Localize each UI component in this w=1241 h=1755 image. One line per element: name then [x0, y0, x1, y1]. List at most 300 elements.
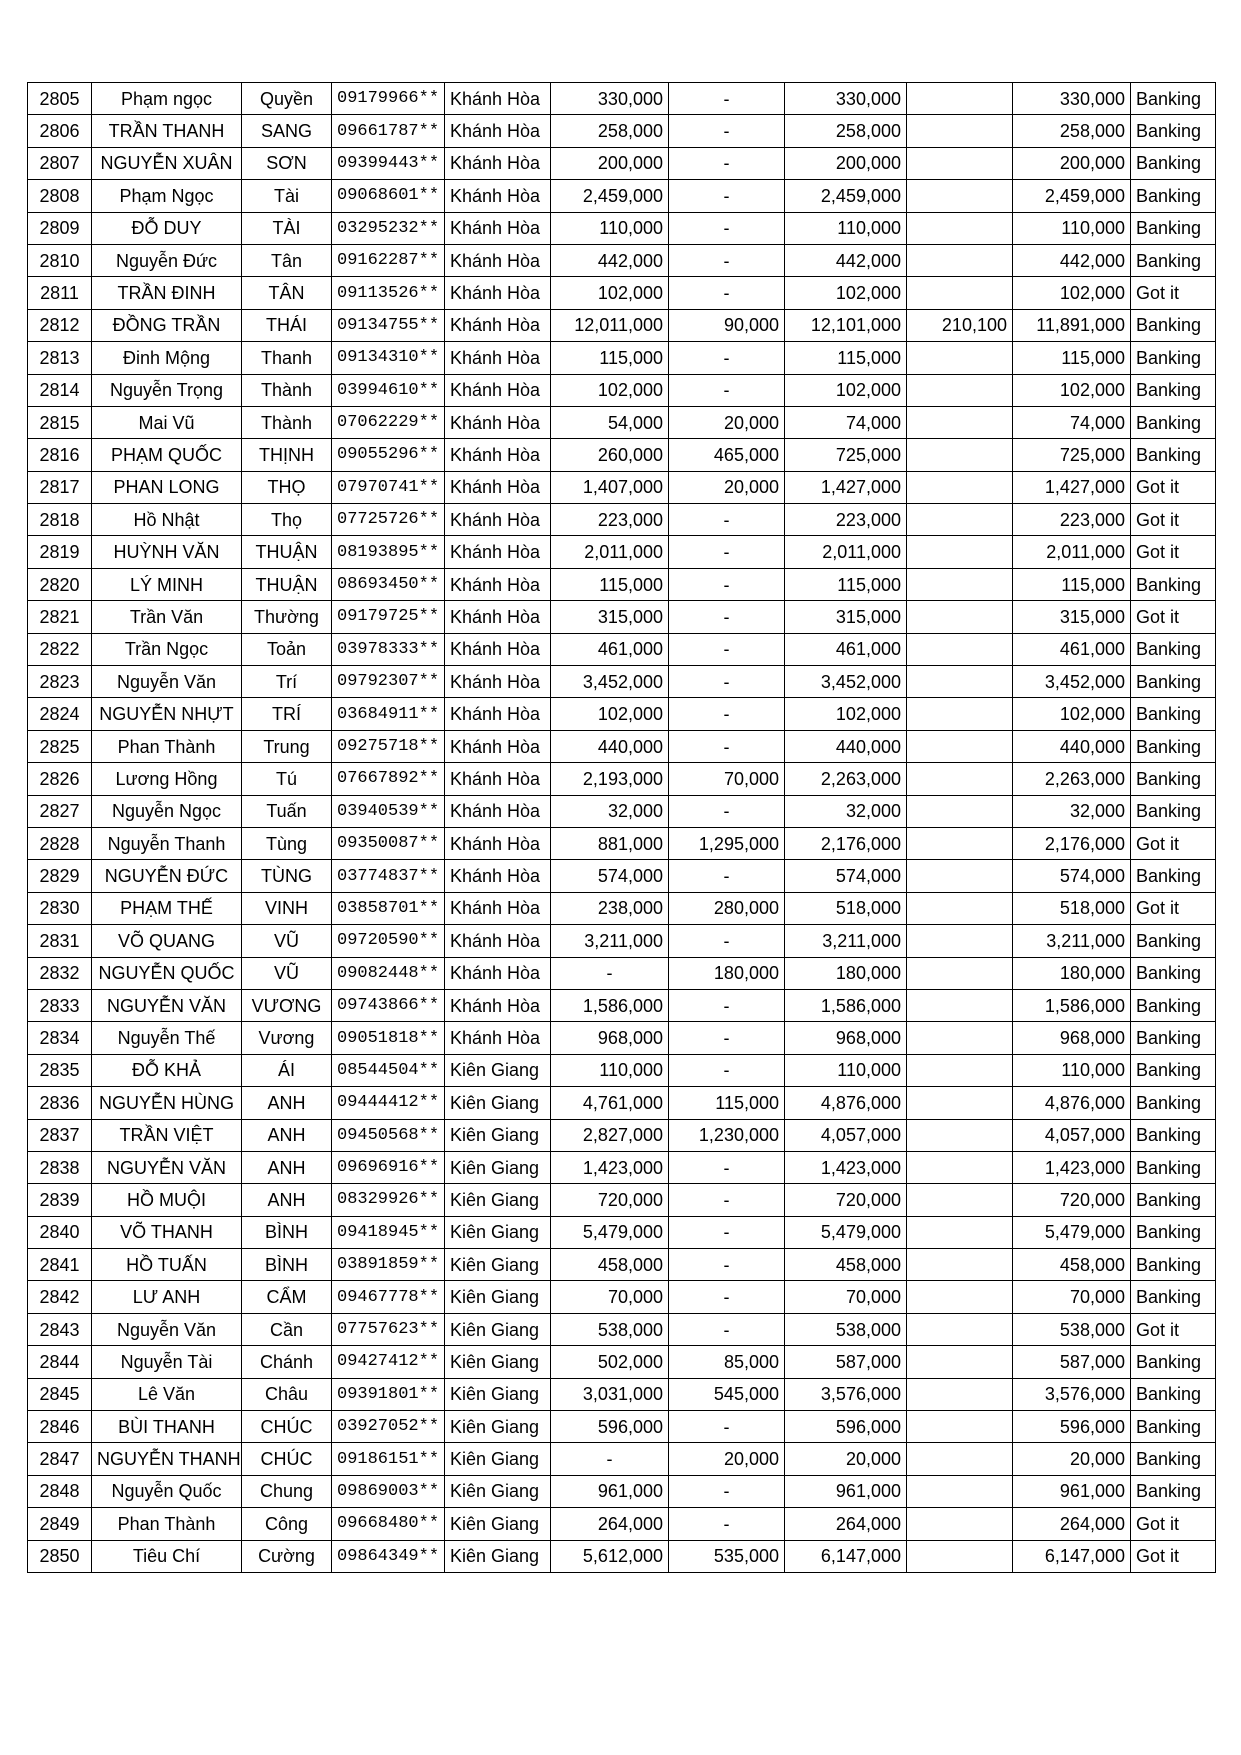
deduction-cell — [907, 374, 1013, 406]
total-cell: 720,000 — [785, 1184, 907, 1216]
table-row — [28, 374, 1216, 406]
deduction-cell — [907, 698, 1013, 730]
payment-method-cell: Banking — [1131, 1151, 1216, 1183]
phone-cell: 09179725** — [332, 601, 445, 633]
total-cell: 596,000 — [785, 1411, 907, 1443]
amount-a-cell: 538,000 — [551, 1313, 669, 1345]
ledger-table — [27, 82, 1216, 1573]
payment-method-cell: Banking — [1131, 1249, 1216, 1281]
table-row — [28, 1313, 1216, 1345]
net-amount-cell: 223,000 — [1013, 504, 1131, 536]
phone-cell: 03940539** — [332, 795, 445, 827]
payment-method-cell: Got it — [1131, 601, 1216, 633]
table-row — [28, 795, 1216, 827]
phone-cell: 03994610** — [332, 374, 445, 406]
surname-cell: TRẦN ĐINH — [92, 277, 242, 309]
surname-cell: VÕ QUANG — [92, 925, 242, 957]
phone-cell: 09055296** — [332, 439, 445, 471]
province-cell: Khánh Hòa — [445, 212, 551, 244]
amount-b-cell: - — [669, 795, 785, 827]
phone-cell: 07725726** — [332, 504, 445, 536]
row-number-cell: 2822 — [28, 633, 92, 665]
payment-method-cell: Got it — [1131, 1540, 1216, 1572]
amount-a-cell: 2,193,000 — [551, 763, 669, 795]
surname-cell: NGUYỄN NHỰT — [92, 698, 242, 730]
amount-a-cell: 458,000 — [551, 1249, 669, 1281]
table-row — [28, 633, 1216, 665]
total-cell: 1,586,000 — [785, 989, 907, 1021]
total-cell: 20,000 — [785, 1443, 907, 1475]
total-cell: 587,000 — [785, 1346, 907, 1378]
table-row — [28, 568, 1216, 600]
total-cell: 538,000 — [785, 1313, 907, 1345]
province-cell: Khánh Hòa — [445, 342, 551, 374]
table-row — [28, 1054, 1216, 1086]
net-amount-cell: 330,000 — [1013, 83, 1131, 115]
row-number-cell: 2825 — [28, 730, 92, 762]
payment-method-cell: Banking — [1131, 1216, 1216, 1248]
net-amount-cell: 6,147,000 — [1013, 1540, 1131, 1572]
amount-b-cell: - — [669, 1184, 785, 1216]
province-cell: Khánh Hòa — [445, 795, 551, 827]
net-amount-cell: 3,452,000 — [1013, 666, 1131, 698]
net-amount-cell: 961,000 — [1013, 1475, 1131, 1507]
total-cell: 264,000 — [785, 1508, 907, 1540]
amount-b-cell: - — [669, 342, 785, 374]
amount-a-cell: 881,000 — [551, 827, 669, 859]
amount-b-cell: - — [669, 212, 785, 244]
deduction-cell — [907, 1313, 1013, 1345]
net-amount-cell: 3,211,000 — [1013, 925, 1131, 957]
amount-a-cell: 102,000 — [551, 698, 669, 730]
phone-cell: 09661787** — [332, 115, 445, 147]
province-cell: Khánh Hòa — [445, 244, 551, 276]
given-name-cell: SANG — [242, 115, 332, 147]
province-cell: Khánh Hòa — [445, 698, 551, 730]
deduction-cell — [907, 1378, 1013, 1410]
total-cell: 3,211,000 — [785, 925, 907, 957]
net-amount-cell: 20,000 — [1013, 1443, 1131, 1475]
phone-cell: 09444412** — [332, 1087, 445, 1119]
total-cell: 102,000 — [785, 698, 907, 730]
amount-a-cell: 4,761,000 — [551, 1087, 669, 1119]
amount-b-cell: - — [669, 115, 785, 147]
payment-method-cell: Banking — [1131, 568, 1216, 600]
given-name-cell: Tú — [242, 763, 332, 795]
province-cell: Khánh Hòa — [445, 406, 551, 438]
table-row — [28, 1087, 1216, 1119]
surname-cell: Nguyễn Tài — [92, 1346, 242, 1378]
total-cell: 518,000 — [785, 892, 907, 924]
amount-b-cell: 180,000 — [669, 957, 785, 989]
deduction-cell — [907, 1540, 1013, 1572]
row-number-cell: 2838 — [28, 1151, 92, 1183]
total-cell: 115,000 — [785, 568, 907, 600]
phone-cell: 09113526** — [332, 277, 445, 309]
payment-method-cell: Banking — [1131, 1119, 1216, 1151]
total-cell: 968,000 — [785, 1022, 907, 1054]
table-row — [28, 1119, 1216, 1151]
table-row — [28, 1151, 1216, 1183]
province-cell: Khánh Hòa — [445, 83, 551, 115]
net-amount-cell: 440,000 — [1013, 730, 1131, 762]
row-number-cell: 2839 — [28, 1184, 92, 1216]
table-row — [28, 1443, 1216, 1475]
row-number-cell: 2829 — [28, 860, 92, 892]
payment-method-cell: Banking — [1131, 244, 1216, 276]
net-amount-cell: 3,576,000 — [1013, 1378, 1131, 1410]
amount-b-cell: - — [669, 666, 785, 698]
deduction-cell — [907, 1151, 1013, 1183]
province-cell: Kiên Giang — [445, 1540, 551, 1572]
net-amount-cell: 968,000 — [1013, 1022, 1131, 1054]
table-row — [28, 957, 1216, 989]
deduction-cell — [907, 1443, 1013, 1475]
total-cell: 102,000 — [785, 277, 907, 309]
amount-a-cell: 1,423,000 — [551, 1151, 669, 1183]
amount-b-cell: - — [669, 1054, 785, 1086]
row-number-cell: 2846 — [28, 1411, 92, 1443]
net-amount-cell: 264,000 — [1013, 1508, 1131, 1540]
given-name-cell: Thọ — [242, 504, 332, 536]
total-cell: 102,000 — [785, 374, 907, 406]
given-name-cell: SƠN — [242, 147, 332, 179]
payment-method-cell: Banking — [1131, 1475, 1216, 1507]
amount-a-cell: 5,479,000 — [551, 1216, 669, 1248]
amount-b-cell: - — [669, 633, 785, 665]
table-row — [28, 115, 1216, 147]
net-amount-cell: 180,000 — [1013, 957, 1131, 989]
payment-method-cell: Banking — [1131, 763, 1216, 795]
surname-cell: Đinh Mộng — [92, 342, 242, 374]
amount-b-cell: 20,000 — [669, 1443, 785, 1475]
given-name-cell: VŨ — [242, 957, 332, 989]
deduction-cell — [907, 471, 1013, 503]
total-cell: 725,000 — [785, 439, 907, 471]
phone-cell: 03891859** — [332, 1249, 445, 1281]
province-cell: Khánh Hòa — [445, 892, 551, 924]
payment-method-cell: Banking — [1131, 180, 1216, 212]
table-row — [28, 439, 1216, 471]
deduction-cell — [907, 1087, 1013, 1119]
row-number-cell: 2814 — [28, 374, 92, 406]
payment-method-cell: Got it — [1131, 536, 1216, 568]
phone-cell: 09051818** — [332, 1022, 445, 1054]
phone-cell: 09082448** — [332, 957, 445, 989]
payment-method-cell: Banking — [1131, 957, 1216, 989]
phone-cell: 09743866** — [332, 989, 445, 1021]
given-name-cell: Tân — [242, 244, 332, 276]
province-cell: Khánh Hòa — [445, 504, 551, 536]
table-row — [28, 1346, 1216, 1378]
total-cell: 110,000 — [785, 212, 907, 244]
deduction-cell — [907, 83, 1013, 115]
total-cell: 200,000 — [785, 147, 907, 179]
payment-method-cell: Got it — [1131, 827, 1216, 859]
amount-b-cell: 280,000 — [669, 892, 785, 924]
payment-method-cell: Banking — [1131, 795, 1216, 827]
phone-cell: 09467778** — [332, 1281, 445, 1313]
province-cell: Kiên Giang — [445, 1119, 551, 1151]
net-amount-cell: 461,000 — [1013, 633, 1131, 665]
phone-cell: 09275718** — [332, 730, 445, 762]
row-number-cell: 2809 — [28, 212, 92, 244]
amount-a-cell: 3,211,000 — [551, 925, 669, 957]
row-number-cell: 2848 — [28, 1475, 92, 1507]
net-amount-cell: 1,423,000 — [1013, 1151, 1131, 1183]
net-amount-cell: 315,000 — [1013, 601, 1131, 633]
amount-a-cell: 54,000 — [551, 406, 669, 438]
surname-cell: PHẠM THẾ — [92, 892, 242, 924]
amount-a-cell: 260,000 — [551, 439, 669, 471]
deduction-cell — [907, 439, 1013, 471]
row-number-cell: 2823 — [28, 666, 92, 698]
row-number-cell: 2844 — [28, 1346, 92, 1378]
province-cell: Khánh Hòa — [445, 957, 551, 989]
table-row — [28, 309, 1216, 341]
deduction-cell — [907, 633, 1013, 665]
amount-a-cell: 461,000 — [551, 633, 669, 665]
amount-b-cell: - — [669, 925, 785, 957]
surname-cell: NGUYỄN VĂN — [92, 1151, 242, 1183]
total-cell: 574,000 — [785, 860, 907, 892]
deduction-cell — [907, 925, 1013, 957]
row-number-cell: 2807 — [28, 147, 92, 179]
deduction-cell — [907, 1508, 1013, 1540]
row-number-cell: 2817 — [28, 471, 92, 503]
province-cell: Khánh Hòa — [445, 1022, 551, 1054]
amount-b-cell: - — [669, 180, 785, 212]
row-number-cell: 2835 — [28, 1054, 92, 1086]
deduction-cell — [907, 1475, 1013, 1507]
surname-cell: Mai Vũ — [92, 406, 242, 438]
amount-a-cell: 961,000 — [551, 1475, 669, 1507]
amount-a-cell: 2,827,000 — [551, 1119, 669, 1151]
province-cell: Khánh Hòa — [445, 860, 551, 892]
row-number-cell: 2847 — [28, 1443, 92, 1475]
payment-method-cell: Banking — [1131, 666, 1216, 698]
surname-cell: BÙI THANH — [92, 1411, 242, 1443]
deduction-cell — [907, 1346, 1013, 1378]
surname-cell: Lê Văn — [92, 1378, 242, 1410]
given-name-cell: THÁI — [242, 309, 332, 341]
row-number-cell: 2845 — [28, 1378, 92, 1410]
row-number-cell: 2808 — [28, 180, 92, 212]
province-cell: Khánh Hòa — [445, 180, 551, 212]
surname-cell: LƯ ANH — [92, 1281, 242, 1313]
phone-cell: 09450568** — [332, 1119, 445, 1151]
surname-cell: HỒ MUỘI — [92, 1184, 242, 1216]
surname-cell: Phan Thành — [92, 730, 242, 762]
surname-cell: PHAN LONG — [92, 471, 242, 503]
payment-method-cell: Banking — [1131, 698, 1216, 730]
row-number-cell: 2810 — [28, 244, 92, 276]
net-amount-cell: 11,891,000 — [1013, 309, 1131, 341]
row-number-cell: 2819 — [28, 536, 92, 568]
given-name-cell: THUẬN — [242, 536, 332, 568]
total-cell: 330,000 — [785, 83, 907, 115]
net-amount-cell: 587,000 — [1013, 1346, 1131, 1378]
phone-cell: 09418945** — [332, 1216, 445, 1248]
amount-a-cell: 720,000 — [551, 1184, 669, 1216]
province-cell: Khánh Hòa — [445, 471, 551, 503]
amount-b-cell: 85,000 — [669, 1346, 785, 1378]
net-amount-cell: 74,000 — [1013, 406, 1131, 438]
net-amount-cell: 596,000 — [1013, 1411, 1131, 1443]
given-name-cell: Vương — [242, 1022, 332, 1054]
amount-b-cell: - — [669, 601, 785, 633]
amount-a-cell: 574,000 — [551, 860, 669, 892]
total-cell: 6,147,000 — [785, 1540, 907, 1572]
amount-b-cell: - — [669, 374, 785, 406]
amount-a-cell: 502,000 — [551, 1346, 669, 1378]
net-amount-cell: 458,000 — [1013, 1249, 1131, 1281]
total-cell: 223,000 — [785, 504, 907, 536]
amount-b-cell: 465,000 — [669, 439, 785, 471]
amount-a-cell: 223,000 — [551, 504, 669, 536]
net-amount-cell: 200,000 — [1013, 147, 1131, 179]
surname-cell: Phan Thành — [92, 1508, 242, 1540]
total-cell: 180,000 — [785, 957, 907, 989]
table-row — [28, 763, 1216, 795]
province-cell: Kiên Giang — [445, 1443, 551, 1475]
deduction-cell — [907, 989, 1013, 1021]
row-number-cell: 2849 — [28, 1508, 92, 1540]
amount-a-cell: 596,000 — [551, 1411, 669, 1443]
province-cell: Kiên Giang — [445, 1508, 551, 1540]
surname-cell: Nguyễn Ngọc — [92, 795, 242, 827]
given-name-cell: Tuấn — [242, 795, 332, 827]
table-row — [28, 83, 1216, 115]
net-amount-cell: 32,000 — [1013, 795, 1131, 827]
phone-cell: 09792307** — [332, 666, 445, 698]
total-cell: 5,479,000 — [785, 1216, 907, 1248]
amount-a-cell: 1,586,000 — [551, 989, 669, 1021]
amount-a-cell: 442,000 — [551, 244, 669, 276]
amount-b-cell: - — [669, 1151, 785, 1183]
phone-cell: 08329926** — [332, 1184, 445, 1216]
deduction-cell — [907, 115, 1013, 147]
total-cell: 1,427,000 — [785, 471, 907, 503]
amount-b-cell: - — [669, 1249, 785, 1281]
row-number-cell: 2837 — [28, 1119, 92, 1151]
amount-b-cell: - — [669, 568, 785, 600]
amount-b-cell: - — [669, 989, 785, 1021]
net-amount-cell: 102,000 — [1013, 374, 1131, 406]
deduction-cell — [907, 730, 1013, 762]
table-row — [28, 244, 1216, 276]
given-name-cell: THỊNH — [242, 439, 332, 471]
province-cell: Khánh Hòa — [445, 439, 551, 471]
province-cell: Kiên Giang — [445, 1475, 551, 1507]
amount-a-cell: 2,459,000 — [551, 180, 669, 212]
table-row — [28, 1475, 1216, 1507]
deduction-cell — [907, 763, 1013, 795]
row-number-cell: 2836 — [28, 1087, 92, 1119]
row-number-cell: 2816 — [28, 439, 92, 471]
given-name-cell: CHÚC — [242, 1443, 332, 1475]
surname-cell: Hồ Nhật — [92, 504, 242, 536]
row-number-cell: 2840 — [28, 1216, 92, 1248]
amount-b-cell: - — [669, 536, 785, 568]
province-cell: Khánh Hòa — [445, 601, 551, 633]
phone-cell: 09134755** — [332, 309, 445, 341]
phone-cell: 07062229** — [332, 406, 445, 438]
deduction-cell — [907, 147, 1013, 179]
amount-a-cell: 102,000 — [551, 374, 669, 406]
amount-b-cell: - — [669, 860, 785, 892]
payment-method-cell: Got it — [1131, 892, 1216, 924]
phone-cell: 09186151** — [332, 1443, 445, 1475]
phone-cell: 03927052** — [332, 1411, 445, 1443]
amount-a-cell: 968,000 — [551, 1022, 669, 1054]
surname-cell: NGUYỄN THANH — [92, 1443, 242, 1475]
payment-method-cell: Banking — [1131, 309, 1216, 341]
surname-cell: PHẠM QUỐC — [92, 439, 242, 471]
given-name-cell: Trung — [242, 730, 332, 762]
amount-b-cell: 1,295,000 — [669, 827, 785, 859]
deduction-cell — [907, 860, 1013, 892]
given-name-cell: TÂN — [242, 277, 332, 309]
payment-method-cell: Banking — [1131, 212, 1216, 244]
surname-cell: NGUYỄN VĂN — [92, 989, 242, 1021]
payment-method-cell: Banking — [1131, 374, 1216, 406]
table-row — [28, 1411, 1216, 1443]
total-cell: 12,101,000 — [785, 309, 907, 341]
net-amount-cell: 442,000 — [1013, 244, 1131, 276]
given-name-cell: Tài — [242, 180, 332, 212]
payment-method-cell: Banking — [1131, 1022, 1216, 1054]
row-number-cell: 2850 — [28, 1540, 92, 1572]
total-cell: 2,263,000 — [785, 763, 907, 795]
surname-cell: VÕ THANH — [92, 1216, 242, 1248]
amount-b-cell: 115,000 — [669, 1087, 785, 1119]
net-amount-cell: 115,000 — [1013, 568, 1131, 600]
given-name-cell: TÀI — [242, 212, 332, 244]
table-row — [28, 342, 1216, 374]
net-amount-cell: 102,000 — [1013, 277, 1131, 309]
province-cell: Kiên Giang — [445, 1087, 551, 1119]
row-number-cell: 2833 — [28, 989, 92, 1021]
amount-b-cell: - — [669, 1411, 785, 1443]
table-row — [28, 471, 1216, 503]
payment-method-cell: Banking — [1131, 1443, 1216, 1475]
table-row — [28, 925, 1216, 957]
table-row — [28, 212, 1216, 244]
payment-method-cell: Banking — [1131, 1346, 1216, 1378]
surname-cell: Nguyễn Thanh — [92, 827, 242, 859]
row-number-cell: 2828 — [28, 827, 92, 859]
payment-method-cell: Banking — [1131, 730, 1216, 762]
phone-cell: 08193895** — [332, 536, 445, 568]
amount-a-cell: 440,000 — [551, 730, 669, 762]
payment-method-cell: Banking — [1131, 342, 1216, 374]
given-name-cell: ÁI — [242, 1054, 332, 1086]
table-row — [28, 1216, 1216, 1248]
table-row — [28, 892, 1216, 924]
amount-b-cell: - — [669, 244, 785, 276]
amount-a-cell: 315,000 — [551, 601, 669, 633]
net-amount-cell: 518,000 — [1013, 892, 1131, 924]
province-cell: Khánh Hòa — [445, 536, 551, 568]
amount-b-cell: - — [669, 1281, 785, 1313]
total-cell: 2,011,000 — [785, 536, 907, 568]
given-name-cell: Thành — [242, 406, 332, 438]
surname-cell: HUỲNH VĂN — [92, 536, 242, 568]
phone-cell: 09068601** — [332, 180, 445, 212]
given-name-cell: Quyền — [242, 83, 332, 115]
row-number-cell: 2821 — [28, 601, 92, 633]
